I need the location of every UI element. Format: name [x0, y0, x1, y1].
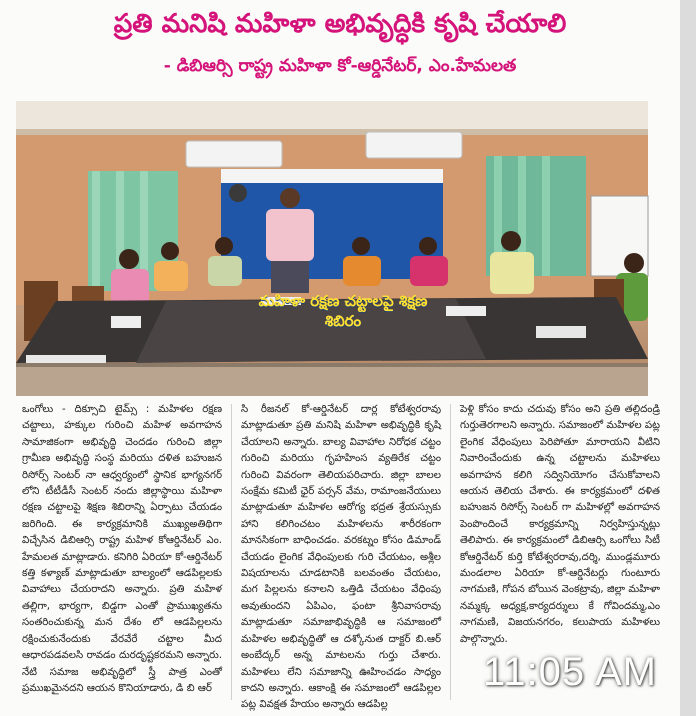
column-divider: [450, 404, 451, 700]
article-column-1: ఒంగోలు - దిక్సూచి టైమ్స్ : మహిళల రక్షణ చట్టాలు, హక్కుల గురించి మహిళ అవగాహన సామాజికంగా అభివృద్ధి చెందడం గురించి జిల్లా గ్రామీణ అభివృద్ధి సంస్థ మరియు దళిత బహుజన రిసోర్స్ సెంటర్ నా ఆధ్వర్యంలో స్థానిక భాగ్యనగర్ లోని టీటీడీసీ సెంటర్ నందు జిల్లాస్థాయి మహిళా రక్షణ చట్టాలపై శిక్షణ శిబిరాన్ని ఏర్పాటు చేయడం జరిగింది. ఈ కార్యక్రమానికి ముఖ్యఅతిథిగా విచ్చేసిన డిబిఆర్సి రాష్ట్ర మహిళ కోఆర్డినేటర్ ఎం. హేమలత మాట్లాడారు. కనిగిరి ఏరియా కో-ఆర్డినేటర్ కత్తి కళ్యాణ్ మాట్లాడుతూ బాల్యంలో ఆడపిల్లలకు వివాహాలు చేయరాదని అన్నారు. ప్రతి మహిళ తల్లిగా, భార్యగా, బిడ్డగా ఎంతో ప్రాముఖ్యతను సంతరించుకున్న మన దేశం లో ఆడపిల్లలను రక్షించుకునేందుకు వేరవేరే చట్టాల మీద ఆధారపడవలసి రావడం దురదృష్టకరమని అన్నారు. నేటి సమాజ అభివృద్ధిలో స్త్రీ పాత్ర ఎంతో ప్రముఖమైనదని ఆయన కొనియాడారు, డి బి ఆర్: [22, 404, 222, 694]
subheadline: - డిబిఆర్సి రాష్ట్ర మహిళా కో-ఆర్డినేటర్, ఎం.హేమలత: [163, 56, 517, 76]
article-column-3: పెళ్లి కోసం కాదు చదువు కోసం అని ప్రతి తల్లిదండ్రి గుర్తుతెరగాలని అన్నారు. సమాజంలో మహిళల పట్ల లైంగిక వేధింపులు పెరిపోతూ మారాయని వీటిని నివారించేందుకు ఉన్న చట్టాలను మహిళలు అవగాహన కలిగి సద్వినియోగం చేసుకోవాలని ఆయన తెలియ చేశారు. ఈ కార్యక్రమంలో దళిత బహుజన రిసోర్స్ సెంటర్ గా మహిళల్లో అవగాహన పెంపొందించే కార్యక్రమాన్ని నిర్వహిస్తున్నట్లు తెలిపారు. ఈ కార్యక్రమంలో డిబిఆర్సి ఒంగోలు సిటీ కోఆర్డినేటర్ కుర్తి కోటేశ్వరరావు,దర్శి, ముండ్లమూరు మండలాల ఏరియా కో-ఆర్డినేటర్లు గుంటూరు నాగమణి, గోపన బోయిన వెంకట్రావు, జిల్లా మహిళా నమ్మక్క అధ్యక్ష,కార్యదర్శులు కే గోవిందమ్మ,ఎం నాగమణి, విజయనగరం, కలుపాయ మహిళలు పాల్గొన్నారు.: [460, 404, 660, 645]
column-divider: [231, 404, 232, 700]
article-column-2: సి రీజనల్ కో-ఆర్డినేటర్ దార్ల కోటేశ్వరరావు మాట్లాడుతూ ప్రతి మనిషి మహిళా అభివృద్ధికి కృషి చేయాలని అన్నారు. బాల్య వివాహాల నిరోధక చట్టం గురించి మరియు గృహహింస వ్యతిరేక చట్టం గురించి వివరంగా తెలియపరిచారు. జిల్లా బాలల సంక్షేమ కమిటీ ఛైర్ పర్సన్ వేమ, రామాంజనేయులు మాట్లాడుతూ మహిళల ఆరోగ్య భద్రత శ్రేయస్సుకు హాని కలిగించటం మహిళలను శారీరకంగా మానసికంగా బాధించడం. వరకట్నం కోసం డిమాండ్ చేయడం లైంగిక వేధింపులకు గురి చేయటం, అశ్లీల విషయాలను చూడటానికి బలవంతం చేయటం, మగ పిల్లలను కనాలని ఒత్తిడి చేయటం వేధింపు అవుతుందని ఏపిఎం, ఫంటా శ్రీనివాసరావు మాట్లాడుతూ సమాజాభివృద్ధికి ఆ సమాజంలో మహిళల అభివృద్ధితో ఆ దశ్కోనుత దాక్టర్ బి.ఆర్ అంబేద్కర్ అన్న మాటలను గుర్తు చేశారు. మహిళలు లేని సమాజాన్ని ఊహించడం సాధ్యం కాదని అన్నారు. ఆకాంక్షి ఈ సమాజంలో ఆడపిల్లల పట్ల వివక్షత హేయం అన్నారు ఆడపిల్ల: [241, 404, 441, 711]
event-photo-scene: [16, 101, 648, 396]
event-photo: [16, 101, 648, 396]
page-edge: [680, 0, 696, 716]
headline: ప్రతి మనిషి మహిళా అభివృద్ధికి కృషి చేయాలి: [113, 9, 567, 39]
banner-text: మహిళా రక్షణ చట్టాలపై శిక్షణ శిబిరం: [258, 292, 428, 330]
clock-time: 11:05 AM: [482, 650, 658, 694]
